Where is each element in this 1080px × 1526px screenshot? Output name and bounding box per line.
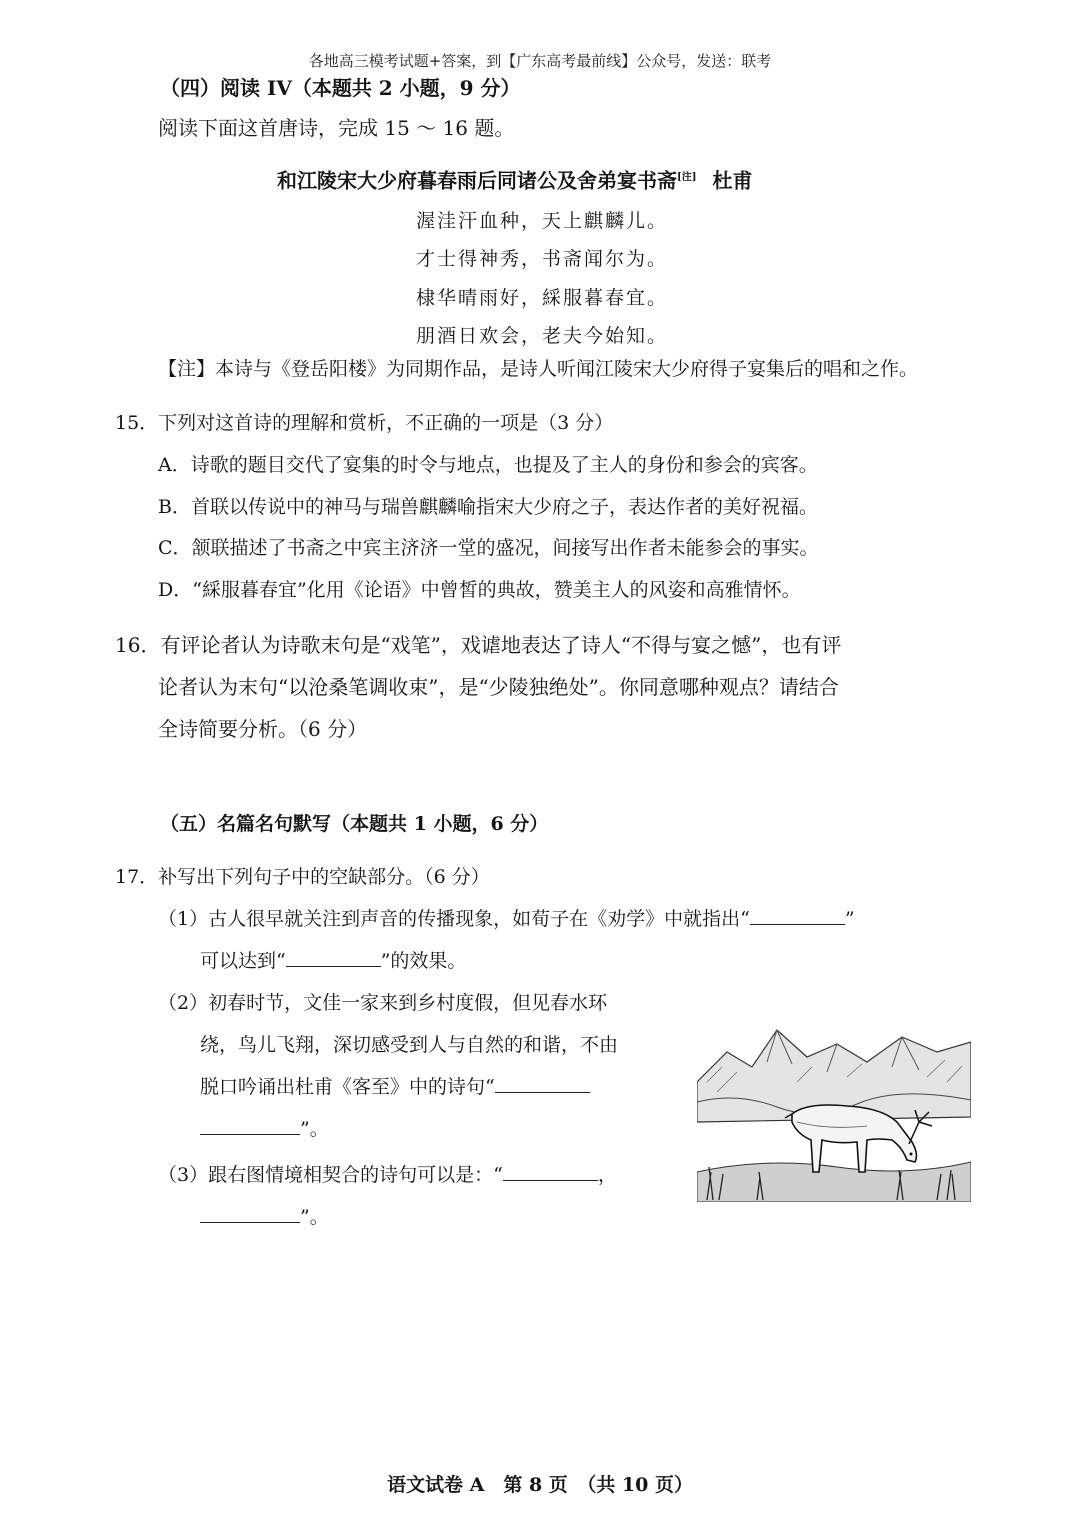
answer-blank[interactable] (286, 948, 381, 967)
q17-part1-line2 (200, 948, 466, 974)
poem-note: 【注】本诗与《登岳阳楼》为同期作品，是诗人听闻江陵宋大少府得子宴集后的唱和之作。 (158, 358, 919, 380)
q17-part2-line2: 绕，鸟儿飞翔，深切感受到人与自然的和谐，不由 (200, 1034, 619, 1056)
answer-blank[interactable] (200, 1116, 300, 1135)
q16-line-3: 全诗简要分析。（6 分） (158, 717, 368, 741)
q17-part2-text: 脱口吟诵出杜甫《客至》中的诗句“ (200, 1076, 495, 1098)
poem-title-line (277, 164, 752, 195)
answer-blank[interactable] (200, 1204, 300, 1223)
poem-line-4: 朋酒日欢会，老夫今始知。 (416, 325, 669, 347)
q17-part1-text-a: （1）古人很早就关注到声音的传播现象，如荀子在《劝学》中就指出“ (158, 908, 750, 930)
q17-part3-text-a: （3）跟右图情境相契合的诗句可以是：“ (158, 1164, 503, 1186)
q15-stem: 15．下列对这首诗的理解和赏析，不正确的一项是（3 分） (115, 412, 614, 434)
q15-option-d: D．“綵服暮春宜”化用《论语》中曾皙的典故，赞美主人的风姿和高雅情怀。 (158, 579, 801, 601)
page-footer: 语文试卷 A 第 8 页 （共 10 页） (387, 1474, 693, 1496)
section5-title: （五）名篇名句默写（本题共 1 小题，6 分） (160, 813, 549, 835)
poem-title: 和江陵宋大少府暮春雨后同诸公及舍弟宴书斋 (277, 168, 677, 193)
poem-line-2: 才士得神秀，书斋闻尔为。 (416, 248, 669, 270)
q17-part3-line2 (200, 1204, 329, 1230)
q15-option-a: A．诗歌的题目交代了宴集的时令与地点，也提及了主人的身份和参会的宾客。 (158, 454, 818, 476)
q16-line-2: 论者认为末句“以沧桑笔调收束”，是“少陵独绝处”。你同意哪种观点？请结合 (158, 675, 839, 699)
q16-line-1: 16．有评论者认为诗歌末句是“戏笔”，戏谑地表达了诗人“不得与宴之憾”，也有评 (115, 633, 842, 657)
q17-part3-line1 (158, 1162, 617, 1188)
q17-part2-end: ”。 (300, 1118, 329, 1140)
q15-option-c: C．颔联描述了书斋之中宾主济济一堂的盛况，间接写出作者未能参会的事实。 (158, 537, 819, 559)
answer-blank[interactable] (503, 1162, 598, 1181)
section4-title: （四）阅读 IV（本题共 2 小题，9 分） (160, 76, 521, 100)
q17-part3-text-b: ， (597, 1164, 617, 1186)
answer-blank[interactable] (750, 906, 845, 925)
deer-illustration (697, 1022, 971, 1202)
poem-title-note-mark: [注] (677, 172, 697, 183)
q17-part2-line1: （2）初春时节，文佳一家来到乡村度假，但见春水环 (158, 992, 608, 1014)
q17-part3-end: ”。 (300, 1206, 329, 1228)
q17-part1-text-d: ”的效果。 (380, 950, 467, 972)
poem-author: 杜甫 (712, 168, 753, 193)
q17-stem: 17．补写出下列句子中的空缺部分。（6 分） (115, 866, 490, 888)
q17-part1-line1 (158, 906, 855, 932)
q17-part1-text-b: ” (844, 908, 855, 930)
q17-part2-line4 (200, 1116, 329, 1142)
header-note: 各地高三模考试题+答案，到【广东高考最前线】公众号，发送：联考 (308, 52, 772, 70)
q17-part2-line3 (200, 1074, 590, 1100)
poem-line-1: 渥洼汗血种，天上麒麟儿。 (416, 210, 669, 232)
section4-instruction: 阅读下面这首唐诗，完成 15 ～ 16 题。 (158, 116, 515, 140)
answer-blank[interactable] (495, 1074, 590, 1093)
q15-option-b: B．首联以传说中的神马与瑞兽麒麟喻指宋大少府之子，表达作者的美好祝福。 (158, 496, 818, 518)
poem-line-3: 棣华晴雨好，綵服暮春宜。 (416, 287, 669, 309)
q17-part1-text-c: 可以达到“ (200, 950, 286, 972)
